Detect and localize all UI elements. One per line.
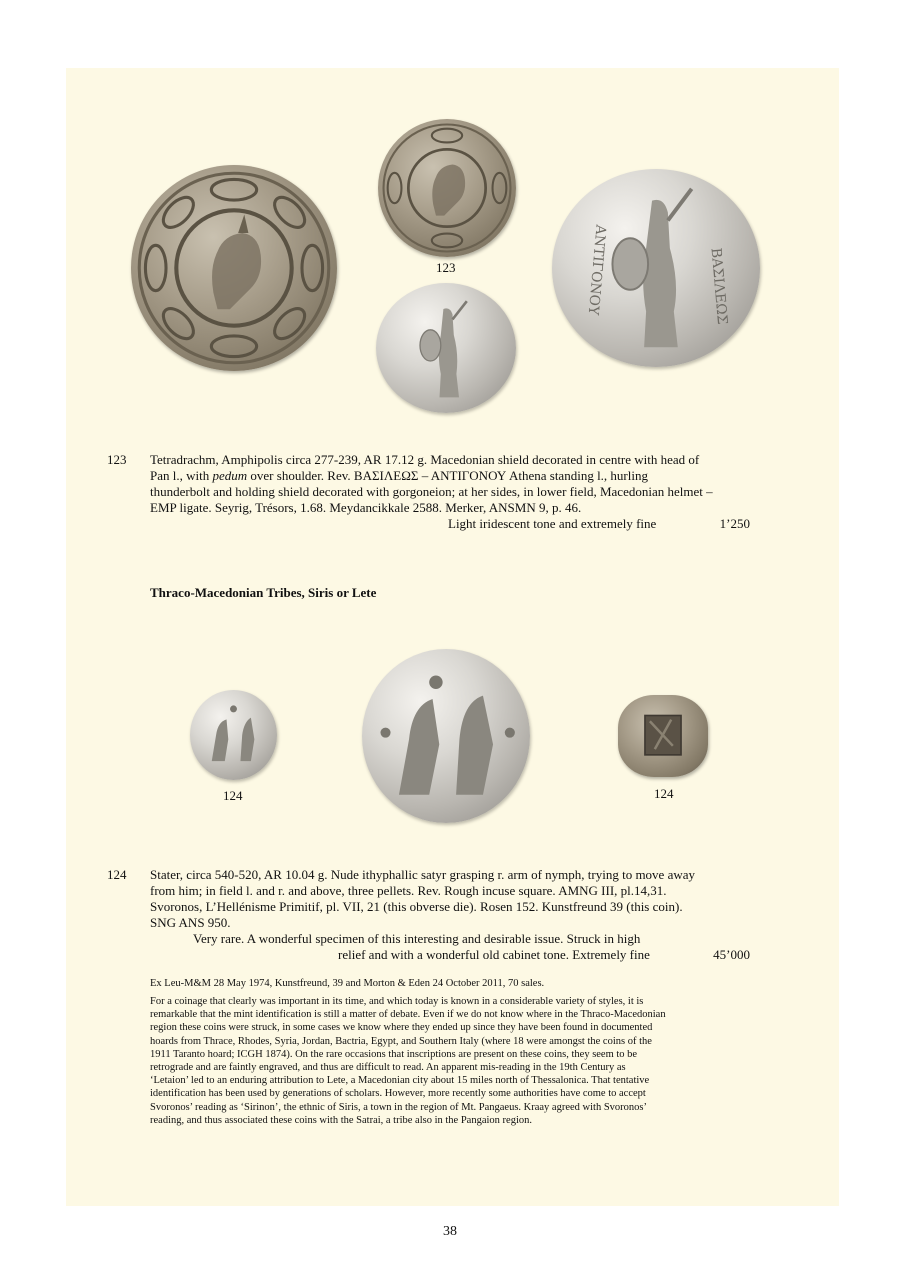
description-line: SNG ANS 950. (150, 915, 231, 930)
coin-124-obverse-small (190, 690, 277, 780)
athena-icon (376, 283, 516, 413)
note-line: reading, and thus associated these coins with the Satrai, a tribe also in the Pangaion region. (150, 1114, 532, 1126)
athena-icon (552, 169, 760, 367)
lot-124-price: 45’000 (713, 947, 750, 962)
lot-124-description (150, 867, 750, 931)
section-heading: Thraco-Macedonian Tribes, Siris or Lete (150, 585, 377, 600)
note-line: ‘Letaion’ led to an enduring attribution to Lete, a Macedonian city about 15 miles north of Thessalonica. That tentative (150, 1075, 650, 1087)
note-line: identification has been used by generations of scholars. However, more recently some authorities have come to accept (150, 1088, 646, 1100)
shield-head-icon (378, 119, 516, 257)
description-line: thunderbolt and holding shield decorated with gorgoneion; at her sides, in lower field, Macedonian helmet – (150, 484, 713, 499)
description-line: from him; in field l. and r. and above, three pellets. Rev. Rough incuse square. AMNG III, pl.14,31. (150, 883, 667, 898)
note-line: hoards from Thrace, Rhodes, Syria, Jordan, Bactria, Egypt, and Southern Italy (where 18 were amongst the coins of the (150, 1035, 652, 1047)
coin-124-obverse-large (362, 649, 530, 823)
coin-123-reverse-small (376, 283, 516, 413)
description-line: Pan l., with pedum over shoulder. Rev. ΒΑΣΙΛΕΩΣ – ΑΝΤΙΓΟΝΟΥ Athena standing l., hurling (150, 468, 648, 483)
incuse-square-icon (618, 695, 708, 777)
lot-123-description (150, 452, 750, 516)
description-line: Stater, circa 540-520, AR 10.04 g. Nude ithyphallic satyr grasping r. arm of nymph, trying to move away (150, 867, 696, 882)
description-line: Tetradrachm, Amphipolis circa 277-239, AR 17.12 g. Macedonian shield decorated in centre with head of (150, 452, 700, 467)
lot-123-price: 1’250 (719, 516, 750, 531)
lot-124-provenance: Ex Leu-M&M 28 May 1974, Kunstfreund, 39 and Morton & Eden 24 October 2011, 70 sales. (150, 978, 545, 989)
description-line: Svoronos, L’Hellénisme Primitif, pl. VII, 21 (this obverse die). Rosen 152. Kunstfreund 39 (this coin). (150, 899, 683, 914)
page-number: 38 (443, 1224, 457, 1239)
note-line: retrograde and are faintly engraved, and thus are difficult to read. An apparent mis-reading in the 19th Century as (150, 1062, 626, 1074)
lot-number-124: 124 (107, 867, 127, 882)
coin-123-reverse-large (552, 169, 760, 367)
note-line: For a coinage that clearly was important in its time, and which today is known in a considerable variety of styles, it is (150, 996, 644, 1007)
coin-label-124-left: 124 (223, 788, 243, 803)
coin-124-reverse (618, 695, 708, 777)
note-line: region these coins were struck, in some cases we know where they ended up since they have been found in documented (150, 1022, 653, 1034)
satyr-nymph-icon (190, 690, 277, 780)
coin-123-obverse-small (378, 119, 516, 257)
satyr-nymph-icon (362, 649, 530, 823)
description-line: EMP ligate. Seyrig, Trésors, 1.68. Meydancikkale 2588. Merker, ANSMN 9, p. 46. (150, 500, 582, 515)
note-line: Svoronos’ reading as ‘Sirinon’, the ethnic of Siris, a town in the region of Mt. Pangaeus. Kraay agreed with Svoronos’ (150, 1101, 647, 1113)
coin-label-124-right: 124 (654, 786, 674, 801)
reverse-right-legend: ΒΑΣΙΛΕΩΣ (707, 247, 731, 326)
lot-124-condition-line1: Very rare. A wonderful specimen of this interesting and desirable issue. Struck in high (193, 931, 641, 946)
note-line: remarkable that the mint identification is still a matter of debate. Even if we do not know where in the Thraco-Macedonian (150, 1009, 666, 1021)
lot-124-note (150, 995, 750, 1127)
lot-124-condition-line2: relief and with a wonderful old cabinet tone. Extremely fine (338, 947, 650, 962)
coin-123-obverse-large (131, 165, 337, 371)
lot-number-123: 123 (107, 452, 127, 467)
reverse-left-legend: ΑΝΤΙΓΟΝΟΥ (584, 224, 609, 316)
shield-head-icon (131, 165, 337, 371)
note-line: 1911 Taranto hoard; ICGH 1874). On the rare occasions that inscriptions are present on these coins, they seem to be (150, 1048, 638, 1060)
lot-123-condition: Light iridescent tone and extremely fine (448, 516, 657, 531)
coin-label-123: 123 (436, 260, 456, 275)
